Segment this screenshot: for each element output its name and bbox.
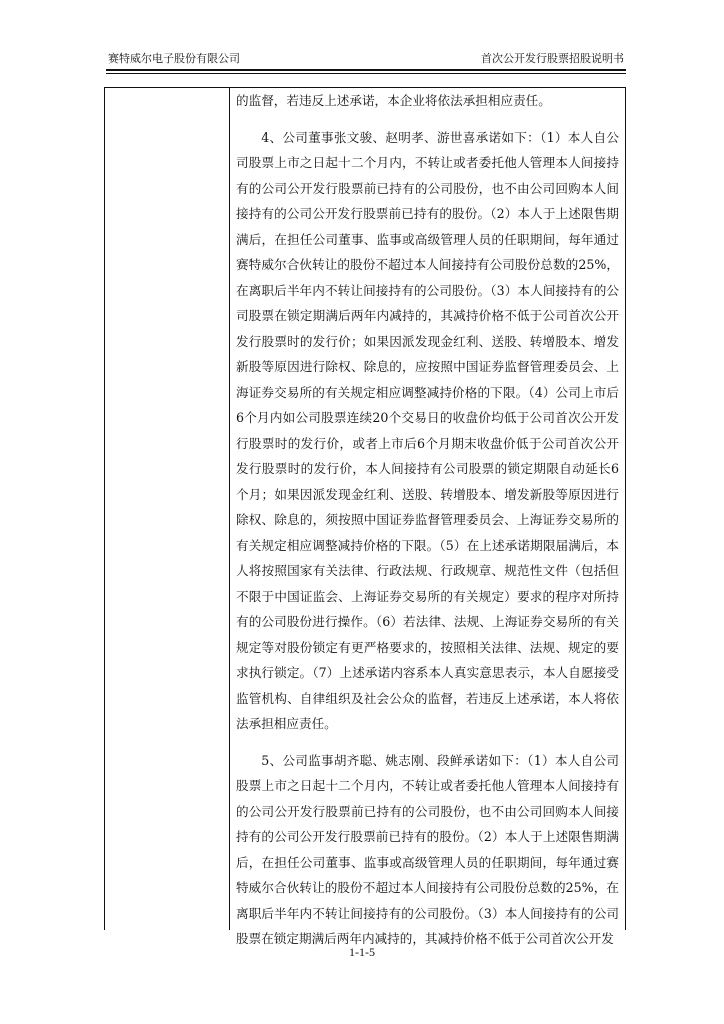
header-company-name: 赛特威尔电子股份有限公司 [108, 52, 240, 65]
table-content-cell [236, 88, 619, 952]
header-rule-thick [106, 69, 626, 71]
page-header [106, 50, 626, 68]
table-column-divider [229, 87, 230, 930]
header-rule-thin [106, 73, 626, 74]
paragraph-directors-commitment: 4、公司董事张文骏、赵明孝、游世喜承诺如下：（1）本人自公司股票上市之日起十二个月内，不转让或者委托他人管理本人间接持有的公司公开发行股票前已持有的公司股份，也不由公司回购本人间接持有的公司公开发行股票前已持有的股份。（2）本人于上述限售期满后，在担任公司董事、监事或高级管理人员的任职期间，每年通过赛特威尔合伙转让的股份不超过本人间接持有公司股份总数的25%，在离职后半年内不转让间接持有的公司股份。（3）本人间接持有的公司股票在锁定期满后两年内减持的，其减持价格不低于公司首次公开发行股票时的发行价；如果因派发现金红利、送股、转增股本、增发新股等原因进行除权、除息的，应按照中国证券监督管理委员会、上海证券交易所的有关规定相应调整减持价格的下限。（4）公司上市后6个月内如公司股票连续20个交易日的收盘价均低于公司首次公开发行股票时的发行价，或者上市后6个月期末收盘价低于公司首次公开发行股票时的发行价，本人间接持有公司股票的锁定期限自动延长6个月；如果因派发现金红利、送股、转增股本、增发新股等原因进行除权、除息的，须按照中国证券监督管理委员会、上海证券交易所的有关规定相应调整减持价格的下限。（5）在上述承诺期限届满后，本人将按照国家有关法律、行政法规、行政规章、规范性文件（包括但不限于中国证监会、上海证券交易所的有关规定）要求的程序对所持有的公司股份进行操作。（6）若法律、法规、上海证券交易所的有关规定等对股份锁定有更严格要求的，按照相关法律、法规、规定的要求执行锁定。（7）上述承诺内容系本人真实意思表示，本人自愿接受监管机构、自律组织及社会公众的监督，若违反上述承诺，本人将依法承担相应责任。 [236, 129, 619, 731]
page-number: 1-1-5 [349, 945, 375, 959]
paragraph-continuation: 的监督，若违反上述承诺，本企业将依法承担相应责任。 [236, 93, 551, 108]
paragraph-supervisors-commitment: 5、公司监事胡齐聪、姚志刚、段鲜承诺如下：（1）本人自公司股票上市之日起十二个月内，不转让或者委托他人管理本人间接持有的公司公开发行股票前已持有的公司股份，也不由公司回购本人间接持有的公司公开发行股票前已持有的股份。（2）本人于上述限售期满后，在担任公司董事、监事或高级管理人员的任职期间，每年通过赛特威尔合伙转让的股份不超过本人间接持有公司股份总数的25%，在离职后半年内不转让间接持有的公司股份。（3）本人间接持有的公司股票在锁定期满后两年内减持的，其减持价格不低于公司首次公开发 [236, 752, 619, 946]
header-document-title: 首次公开发行股票招股说明书 [481, 52, 624, 65]
